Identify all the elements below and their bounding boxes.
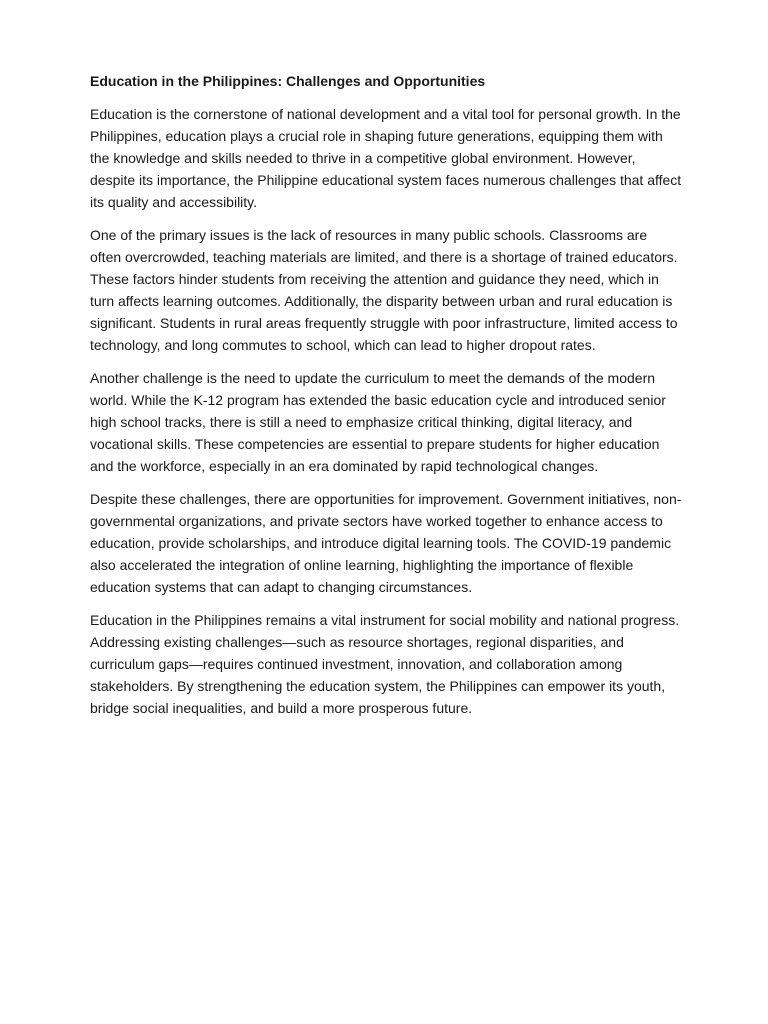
paragraph-introduction: Education is the cornerstone of national development and a vital tool for personal growth. In the Philippines, education plays a crucial role in shaping future generations, equipping them with the knowledge and skills needed to thrive in a competitive global environment. However, despite its importance, the Philippine educational system faces numerous challenges that affect its quality and accessibility. (90, 106, 682, 210)
paragraph-opportunities: Despite these challenges, there are opportunities for improvement. Government initiatives, non-governmental organizations, and private sectors have worked together to enhance access to education, provide scholarships, and introduce digital learning tools. The COVID-19 pandemic also accelerated the integration of online learning, highlighting the importance of flexible education systems that can adapt to changing circumstances. (90, 491, 682, 595)
paragraph-conclusion: Education in the Philippines remains a vital instrument for social mobility and national progress. Addressing existing challenges—such as resource shortages, regional disparities, and curriculum gaps—requires continued investment, innovation, and collaboration among stakeholders. By strengthening the education system, the Philippines can empower its youth, bridge social inequalities, and build a more prosperous future. (90, 612, 680, 716)
document-title: Education in the Philippines: Challenges and Opportunities (90, 73, 486, 89)
document-page (90, 70, 682, 730)
paragraph-resources: One of the primary issues is the lack of resources in many public schools. Classrooms are often overcrowded, teaching materials are limited, and there is a shortage of trained educators. These factors hinder students from receiving the attention and guidance they need, which in turn affects learning outcomes. Additionally, the disparity between urban and rural education is significant. Students in rural areas frequently struggle with poor infrastructure, limited access to technology, and long commutes to school, which can lead to higher dropout rates. (90, 227, 678, 353)
paragraph-curriculum: Another challenge is the need to update the curriculum to meet the demands of the modern world. While the K-12 program has extended the basic education cycle and introduced senior high school tracks, there is still a need to emphasize critical thinking, digital literacy, and vocational skills. These competencies are essential to prepare students for higher education and the workforce, especially in an era dominated by rapid technological changes. (90, 370, 666, 474)
